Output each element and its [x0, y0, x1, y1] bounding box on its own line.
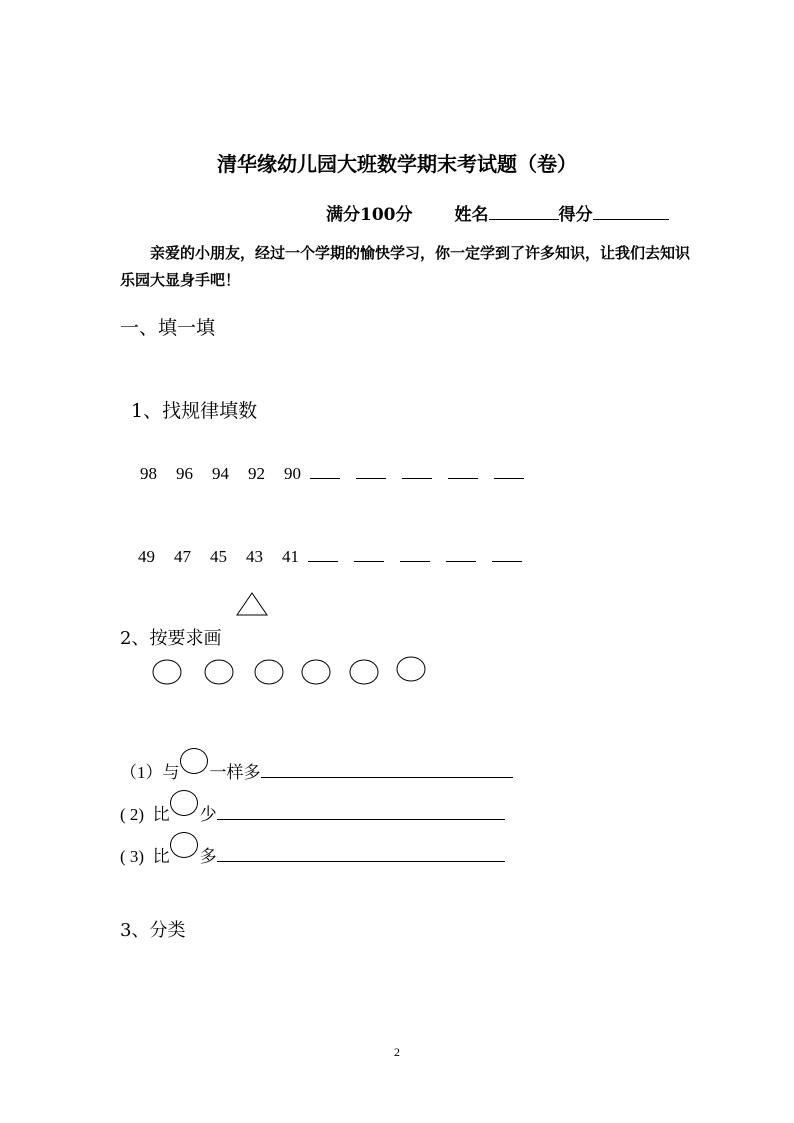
answer-blank[interactable] — [356, 462, 386, 479]
answer-blank[interactable] — [494, 462, 524, 479]
drawing-line[interactable] — [261, 761, 513, 778]
question-2-label: 2、按要求画 — [120, 628, 222, 649]
name-blank[interactable] — [489, 201, 559, 220]
page-title: 清华缘幼儿园大班数学期末考试题（卷） — [217, 152, 577, 176]
sequence-number: 94 — [212, 464, 229, 483]
answer-blank[interactable] — [492, 545, 522, 562]
circle-icon — [255, 660, 283, 684]
answer-blank[interactable] — [400, 545, 430, 562]
triangle-icon — [236, 592, 268, 616]
condition-prefix: ( 2) 比 — [120, 805, 170, 824]
condition-suffix: 少 — [199, 805, 217, 825]
condition-suffix: 多 — [199, 847, 217, 867]
condition-row — [120, 790, 505, 825]
answer-blank[interactable] — [402, 462, 432, 479]
condition-row — [120, 832, 505, 867]
circle-row — [150, 654, 430, 688]
question-1-label: 1、找规律填数 — [131, 400, 258, 422]
answer-blank[interactable] — [446, 545, 476, 562]
question-3-label: 3、分类 — [120, 920, 186, 941]
name-label: 姓名 — [454, 205, 489, 225]
condition-suffix: 一样多 — [209, 763, 261, 783]
circle-icon — [170, 790, 198, 816]
answer-blank[interactable] — [308, 545, 338, 562]
sequence-number: 49 — [138, 547, 155, 566]
score-line — [326, 200, 669, 225]
full-marks-label: 满分100分 — [326, 205, 413, 225]
sequence-row-1 — [140, 462, 540, 484]
sequence-number: 90 — [284, 464, 301, 483]
intro-paragraph: 亲爱的小朋友，经过一个学期的愉快学习，你一定学到了许多知识，让我们去知识乐园大显身手吧！ — [120, 244, 691, 289]
answer-blank[interactable] — [448, 462, 478, 479]
drawing-line[interactable] — [217, 845, 505, 862]
answer-blank[interactable] — [354, 545, 384, 562]
sequence-number: 47 — [174, 547, 191, 566]
score-label: 得分 — [558, 205, 593, 225]
page-number: 2 — [394, 1045, 400, 1059]
circle-icon — [302, 660, 330, 684]
answer-blank[interactable] — [310, 462, 340, 479]
drawing-line[interactable] — [217, 803, 505, 820]
condition-prefix: （1）与 — [120, 763, 180, 782]
condition-row — [120, 748, 513, 783]
circle-icon — [350, 660, 378, 684]
section-heading-fill: 一、填一填 — [120, 317, 216, 339]
circle-icon — [170, 832, 198, 858]
sequence-number: 98 — [140, 464, 157, 483]
sequence-number: 45 — [210, 547, 227, 566]
condition-prefix: ( 3) 比 — [120, 847, 170, 866]
sequence-number: 96 — [176, 464, 193, 483]
sequence-number: 43 — [246, 547, 263, 566]
sequence-number: 92 — [248, 464, 265, 483]
score-blank[interactable] — [593, 201, 669, 220]
circle-icon — [180, 748, 208, 774]
circle-icon — [205, 660, 233, 684]
circle-icon — [397, 657, 425, 681]
circle-icon — [153, 660, 181, 684]
sequence-number: 41 — [282, 547, 299, 566]
sequence-row-2 — [138, 545, 538, 567]
